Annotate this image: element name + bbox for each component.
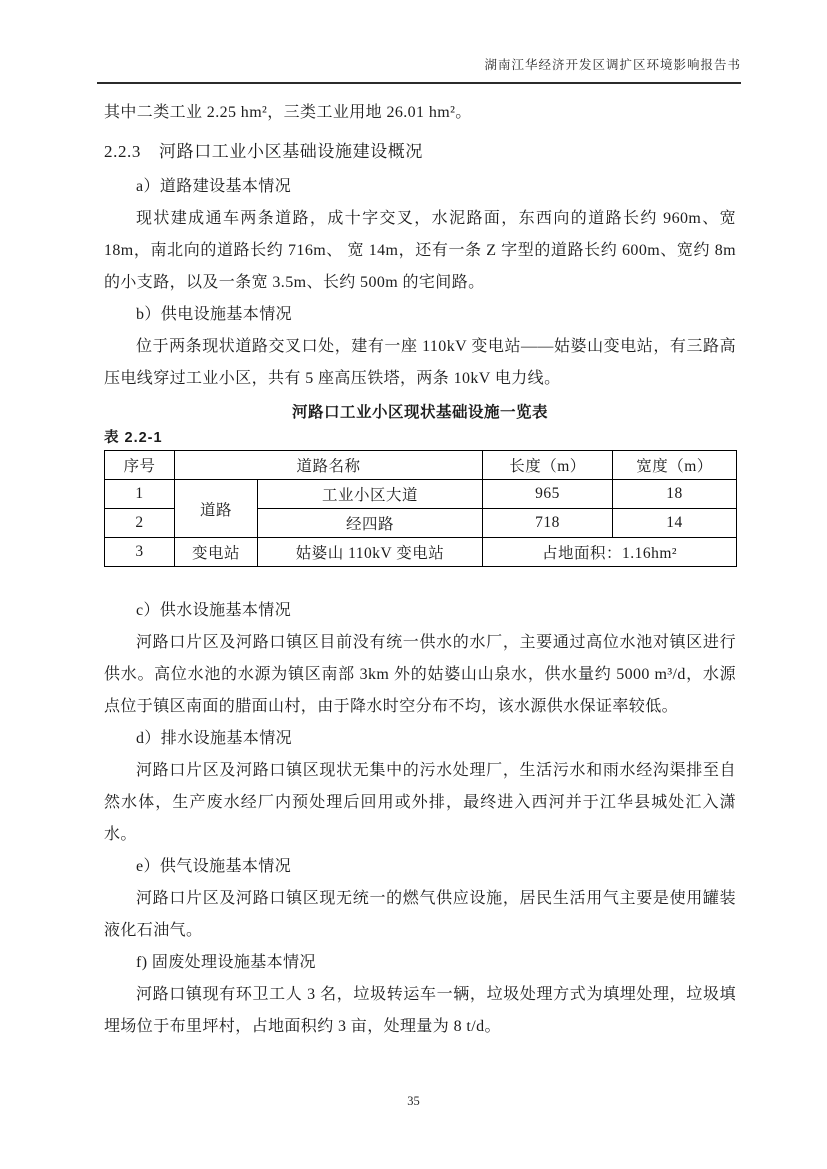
- column-header-length: 长度（m）: [483, 451, 613, 480]
- subsection-f-heading: f) 固废处理设施基本情况: [136, 954, 316, 971]
- subsection-d-heading: d）排水设施基本情况: [136, 730, 293, 747]
- subsection-a-paragraph: 现状建成通车两条道路，成十字交叉，水泥路面，东西向的道路长约 960m、宽 18m，南北向的道路长约 716m、 宽 14m，还有一条 Z 字型的道路长约 600m、宽约 8m 的小支路，以及一条宽 3.5m、长约 500m 的宅间路。: [104, 210, 736, 291]
- subsection-c-paragraph: 河路口片区及河路口镇区目前没有统一供水的水厂，主要通过高位水池对镇区进行供水。高位水池的水源为镇区南部 3km 外的姑婆山山泉水，供水量约 5000 m³/d，水源点位于镇区南面的腊面山村，由于降水时空分布不均，该水源供水保证率较低。: [104, 634, 736, 715]
- column-header-road-name: 道路名称: [175, 451, 483, 480]
- section-number: 2.2.3: [104, 142, 141, 161]
- page-number: 35: [407, 1094, 420, 1108]
- subsection-b-paragraph: 位于两条现状道路交叉口处，建有一座 110kV 变电站——姑婆山变电站，有三路高压电线穿过工业小区，共有 5 座高压铁塔，两条 10kV 电力线。: [104, 338, 736, 387]
- table-label: 表 2.2-1: [104, 430, 163, 446]
- cell-width: 14: [613, 509, 737, 538]
- cell-no: 3: [105, 538, 175, 567]
- running-header-title: 湖南江华经济开发区调扩区环境影响报告书: [97, 55, 741, 84]
- cell-road-name: 经四路: [258, 509, 483, 538]
- subsection-a-heading: a）道路建设基本情况: [136, 178, 292, 195]
- subsection-d-paragraph: 河路口片区及河路口镇区现状无集中的污水处理厂，生活污水和雨水经沟渠排至自然水体，生产废水经厂内预处理后回用或外排，最终进入西河并于江华县城处汇入潇水。: [104, 762, 736, 843]
- subsection-f-paragraph: 河路口镇现有环卫工人 3 名，垃圾转运车一辆，垃圾处理方式为填埋处理，垃圾填埋场位于布里坪村，占地面积约 3 亩，处理量为 8 t/d。: [104, 986, 736, 1035]
- cell-road-name: 工业小区大道: [258, 480, 483, 509]
- intro-paragraph: 其中二类工业 2.25 hm²，三类工业用地 26.01 hm²。: [104, 104, 472, 121]
- cell-no: 1: [105, 480, 175, 509]
- infrastructure-table: [104, 450, 737, 567]
- page-content: [104, 97, 736, 1043]
- subsection-e-paragraph: 河路口片区及河路口镇区现无统一的燃气供应设施，居民生活用气主要是使用罐装液化石油气。: [104, 890, 736, 939]
- cell-substation-name: 姑婆山 110kV 变电站: [258, 538, 483, 567]
- subsection-e-heading: e）供气设施基本情况: [136, 858, 292, 875]
- table-caption: 河路口工业小区现状基础设施一览表: [291, 404, 548, 421]
- section-heading: [104, 134, 736, 170]
- table-header-row: [105, 451, 737, 480]
- cell-length: 718: [483, 509, 613, 538]
- cell-substation-area: 占地面积：1.16hm²: [483, 538, 737, 567]
- cell-width: 18: [613, 480, 737, 509]
- table-row: [105, 538, 737, 567]
- table-row: [105, 480, 737, 509]
- cell-category-road: 道路: [175, 480, 258, 538]
- section-title: 河路口工业小区基础设施建设概况: [159, 142, 423, 161]
- column-header-width: 宽度（m）: [613, 451, 737, 480]
- cell-category-substation: 变电站: [175, 538, 258, 567]
- column-header-no: 序号: [105, 451, 175, 480]
- cell-no: 2: [105, 509, 175, 538]
- subsection-b-heading: b）供电设施基本情况: [136, 306, 293, 323]
- cell-length: 965: [483, 480, 613, 509]
- subsection-c-heading: c）供水设施基本情况: [136, 602, 292, 619]
